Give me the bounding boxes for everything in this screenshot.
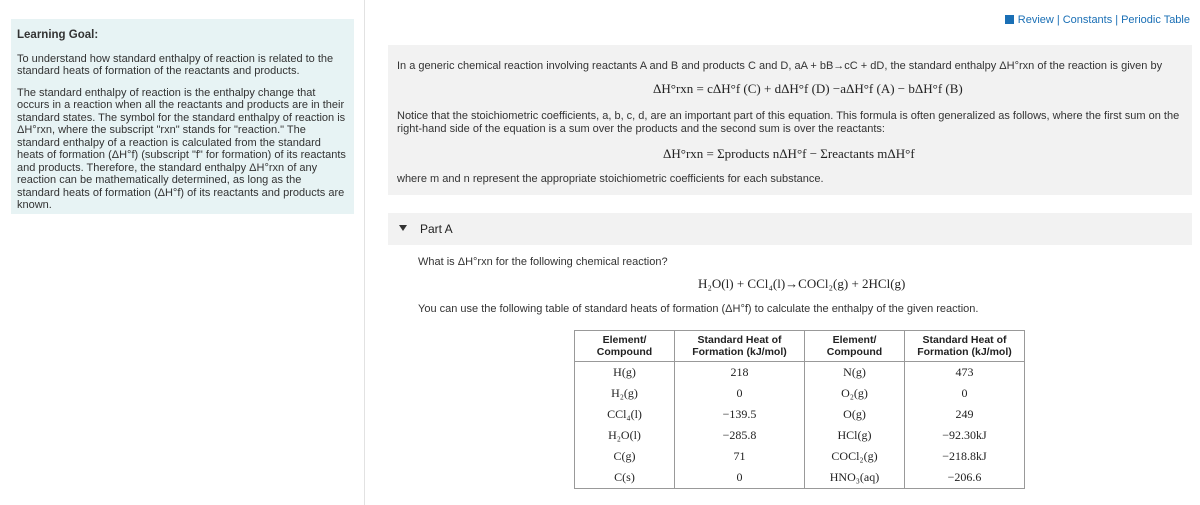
column-header: Element/ Compound: [805, 331, 905, 362]
compound-cell: O(g): [805, 404, 905, 425]
compound-cell: HCl(g): [805, 425, 905, 446]
value-cell: 0: [675, 383, 805, 404]
value-cell: 473: [905, 362, 1025, 384]
intro-text-generalization: Notice that the stoichiometric coefficients, a, b, c, d, are an important part of this equation. This formula is often generalized as follows, where the first sum on the right-hand side of the equation is a sum over the products and the second sum is over the reactants:: [397, 110, 1180, 135]
learning-goal-panel: [11, 19, 354, 214]
table-row: [575, 362, 1025, 384]
compound-cell: H(g): [575, 362, 675, 384]
panel-divider: [364, 0, 365, 505]
top-links: [1005, 14, 1190, 26]
compound-cell: O₂(g): [805, 383, 905, 404]
learning-goal-title: Learning Goal:: [17, 29, 99, 41]
periodic-table-link[interactable]: Periodic Table: [1121, 14, 1190, 26]
intro-text-generic-reaction: In a generic chemical reaction involving reactants A and B and products C and D, aA + bB→cC + dD, the standard enthalpy ΔH°rxn of the reaction is given by: [397, 60, 1163, 72]
learning-goal-body: The standard enthalpy of reaction is the enthalpy change that occurs in a reaction when all the reactants and products are in their standard states. The symbol for the standard enthalpy of reaction is ΔH°rxn, where the subscript "rxn" stands for "reaction." The standard enthalpy of a reaction is calculated from the standard heats of formation (ΔH°f) (subscript "f" for formation) of its reactants and products. Therefore, the standard enthalpy ΔH°rxn of any reaction can be mathematically determined, as long as the standard heats of formation (ΔH°f) of its reactants and products are known.: [17, 86, 346, 211]
table-instruction: You can use the following table of standard heats of formation (ΔH°f) to calculate the enthalpy of the given reaction.: [418, 303, 979, 315]
value-cell: −206.6: [905, 467, 1025, 489]
intro-text-coefficients: where m and n represent the appropriate stoichiometric coefficients for each substance.: [397, 173, 824, 185]
value-cell: 249: [905, 404, 1025, 425]
part-a-label: Part A: [420, 222, 453, 236]
question-text: What is ΔH°rxn for the following chemical reaction?: [418, 256, 668, 268]
value-cell: −218.8kJ: [905, 446, 1025, 467]
table-row: [575, 467, 1025, 489]
link-separator: |: [1056, 14, 1060, 26]
collapse-triangle-icon[interactable]: [399, 225, 407, 231]
value-cell: 0: [905, 383, 1025, 404]
part-a-header[interactable]: [388, 213, 1192, 245]
link-separator: |: [1115, 14, 1119, 26]
heats-of-formation-table: [574, 330, 1025, 489]
compound-cell: CCl₄(l): [575, 404, 675, 425]
value-cell: −139.5: [675, 404, 805, 425]
compound-cell: C(s): [575, 467, 675, 489]
compound-cell: H₂O(l): [575, 425, 675, 446]
enthalpy-equation: ΔH°rxn = cΔH°f (C) + dΔH°f (D) −aΔH°f (A) − bΔH°f (B): [653, 81, 963, 96]
value-cell: −92.30kJ: [905, 425, 1025, 446]
value-cell: 71: [675, 446, 805, 467]
table-row: [575, 404, 1025, 425]
table-row: [575, 383, 1025, 404]
value-cell: 218: [675, 362, 805, 384]
compound-cell: HNO₃(aq): [805, 467, 905, 489]
intro-panel: [388, 45, 1192, 195]
compound-cell: N(g): [805, 362, 905, 384]
review-link[interactable]: Review: [1017, 14, 1054, 26]
learning-goal-intro: To understand how standard enthalpy of reaction is related to the standard heats of formation of the reactants and products.: [17, 52, 334, 77]
column-header: Standard Heat of Formation (kJ/mol): [905, 331, 1025, 362]
constants-link[interactable]: Constants: [1062, 14, 1113, 26]
value-cell: 0: [675, 467, 805, 489]
summation-equation: ΔH°rxn = Σproducts nΔH°f − Σreactants mΔH°f: [663, 146, 915, 161]
table-row: [575, 425, 1025, 446]
table-row: [575, 446, 1025, 467]
review-icon: [1005, 15, 1014, 24]
table-header-row: [575, 331, 1025, 362]
column-header: Element/ Compound: [575, 331, 675, 362]
column-header: Standard Heat of Formation (kJ/mol): [675, 331, 805, 362]
compound-cell: H₂(g): [575, 383, 675, 404]
compound-cell: COCl₂(g): [805, 446, 905, 467]
reaction-equation: H₂O(l) + CCl₄(l)→COCl₂(g) + 2HCl(g): [698, 276, 906, 291]
value-cell: −285.8: [675, 425, 805, 446]
compound-cell: C(g): [575, 446, 675, 467]
